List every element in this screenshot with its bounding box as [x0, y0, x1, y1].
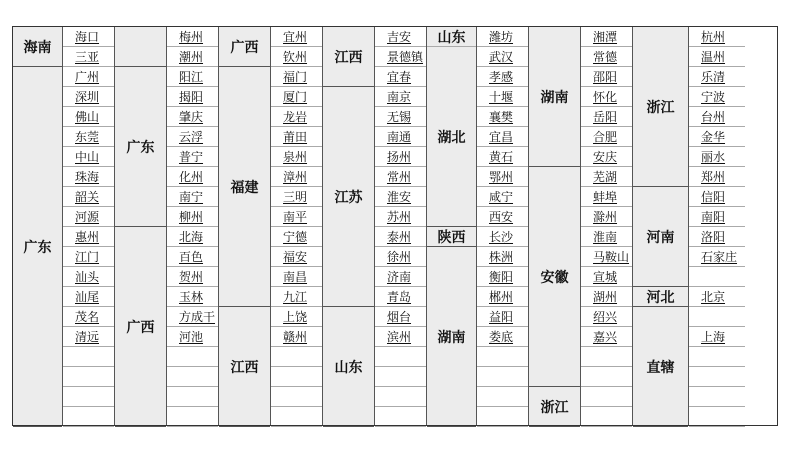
city-name: 长沙 — [489, 230, 514, 244]
city-cell — [375, 347, 426, 367]
city-cell — [581, 227, 632, 247]
city-name: 咸宁 — [489, 190, 514, 204]
city-cell — [477, 147, 528, 167]
city-name: 汕尾 — [75, 290, 100, 304]
city-cell — [167, 107, 218, 127]
city-cell — [581, 327, 632, 347]
city-name: 揭阳 — [179, 90, 204, 104]
city-column — [63, 27, 115, 425]
city-name: 九江 — [283, 290, 308, 304]
city-cell — [271, 307, 322, 327]
province-column — [529, 27, 581, 425]
city-cell — [477, 407, 528, 427]
city-name: 石家庄 — [701, 250, 738, 264]
city-name: 信阳 — [701, 190, 726, 204]
city-name: 莆田 — [283, 130, 308, 144]
city-cell — [477, 187, 528, 207]
city-cell — [689, 347, 745, 367]
city-cell — [581, 27, 632, 47]
city-cell — [271, 67, 322, 87]
city-name: 龙岩 — [283, 110, 308, 124]
city-name: 东莞 — [75, 130, 100, 144]
city-cell — [477, 367, 528, 387]
city-name: 岳阳 — [593, 110, 618, 124]
city-name: 合肥 — [593, 130, 618, 144]
city-cell — [689, 67, 745, 87]
city-cell — [689, 147, 745, 167]
city-cell — [167, 367, 218, 387]
city-cell — [581, 307, 632, 327]
city-cell — [271, 367, 322, 387]
city-name: 海口 — [75, 30, 100, 44]
city-name: 徐州 — [387, 250, 412, 264]
city-name: 宜春 — [387, 70, 412, 84]
city-cell — [271, 287, 322, 307]
city-cell — [63, 407, 114, 427]
city-cell — [63, 307, 114, 327]
city-cell — [477, 387, 528, 407]
city-name: 潍坊 — [489, 30, 514, 44]
province-cell: 山东 — [323, 307, 374, 427]
city-cell — [581, 107, 632, 127]
city-name: 绍兴 — [593, 310, 618, 324]
province-column — [219, 27, 271, 425]
city-name: 韶关 — [75, 190, 100, 204]
city-name: 嘉兴 — [593, 330, 618, 344]
city-cell — [581, 267, 632, 287]
city-name: 宁德 — [283, 230, 308, 244]
city-cell — [375, 407, 426, 427]
city-cell — [689, 327, 745, 347]
province-cell: 江西 — [219, 307, 270, 427]
city-name: 郴州 — [489, 290, 514, 304]
city-name: 黄石 — [489, 150, 514, 164]
city-cell — [63, 47, 114, 67]
city-name: 南宁 — [179, 190, 204, 204]
city-cell — [689, 227, 745, 247]
city-cell — [63, 207, 114, 227]
city-cell — [477, 267, 528, 287]
province-cell: 江西 — [323, 27, 374, 87]
city-cell — [689, 387, 745, 407]
city-name: 金华 — [701, 130, 726, 144]
city-cell — [271, 147, 322, 167]
city-cell — [63, 67, 114, 87]
city-cell — [581, 407, 632, 427]
city-name: 南通 — [387, 130, 412, 144]
city-cell — [63, 327, 114, 347]
city-name: 普宁 — [179, 150, 204, 164]
city-name: 南京 — [387, 90, 412, 104]
city-cell — [167, 47, 218, 67]
city-cell — [477, 227, 528, 247]
city-cell — [167, 87, 218, 107]
city-name: 上饶 — [283, 310, 308, 324]
city-cell — [375, 307, 426, 327]
city-cell — [63, 87, 114, 107]
city-name: 泉州 — [283, 150, 308, 164]
city-name: 北京 — [701, 290, 726, 304]
city-name: 株洲 — [489, 250, 514, 264]
city-cell — [167, 187, 218, 207]
city-cell — [477, 47, 528, 67]
city-cell — [167, 27, 218, 47]
province-cell: 广东 — [115, 67, 166, 227]
city-name: 清远 — [75, 330, 100, 344]
city-cell — [581, 187, 632, 207]
city-cell — [167, 247, 218, 267]
city-column — [271, 27, 323, 425]
province-cell: 浙江 — [529, 387, 580, 427]
city-cell — [477, 347, 528, 367]
city-cell — [581, 147, 632, 167]
city-cell — [375, 107, 426, 127]
city-name: 吉安 — [387, 30, 412, 44]
city-name: 滨州 — [387, 330, 412, 344]
province-cell: 河南 — [633, 187, 688, 287]
city-cell — [271, 187, 322, 207]
city-name: 惠州 — [75, 230, 100, 244]
city-name: 扬州 — [387, 150, 412, 164]
city-cell — [63, 267, 114, 287]
city-name: 柳州 — [179, 210, 204, 224]
city-name: 淮南 — [593, 230, 618, 244]
city-cell — [63, 387, 114, 407]
city-cell — [477, 247, 528, 267]
city-name: 乐清 — [701, 70, 726, 84]
city-name: 宣城 — [593, 270, 618, 284]
city-name: 三明 — [283, 190, 308, 204]
province-cell: 陕西 — [427, 227, 476, 247]
city-cell — [167, 147, 218, 167]
city-name: 中山 — [75, 150, 100, 164]
city-name: 湘潭 — [593, 30, 618, 44]
city-cell — [689, 367, 745, 387]
city-cell — [375, 187, 426, 207]
city-name: 钦州 — [283, 50, 308, 64]
city-name: 芜湖 — [593, 170, 618, 184]
city-cell — [375, 387, 426, 407]
city-cell — [375, 47, 426, 67]
city-cell — [63, 167, 114, 187]
city-name: 宜州 — [283, 30, 308, 44]
province-cell: 安徽 — [529, 167, 580, 387]
city-cell — [581, 67, 632, 87]
city-name: 化州 — [179, 170, 204, 184]
city-cell — [63, 247, 114, 267]
province-cell: 广西 — [115, 227, 166, 427]
city-name: 南阳 — [701, 210, 726, 224]
city-cell — [167, 287, 218, 307]
province-column — [13, 27, 63, 425]
city-cell — [167, 387, 218, 407]
city-cell — [477, 327, 528, 347]
city-name: 南昌 — [283, 270, 308, 284]
city-name: 河池 — [179, 330, 204, 344]
city-cell — [581, 167, 632, 187]
province-cell: 海南 — [13, 27, 62, 67]
city-name: 北海 — [179, 230, 204, 244]
city-name: 衡阳 — [489, 270, 514, 284]
city-name: 马鞍山 — [593, 250, 630, 264]
province-cell — [115, 27, 166, 67]
city-cell — [271, 207, 322, 227]
city-cell — [271, 347, 322, 367]
city-cell — [375, 67, 426, 87]
city-cell — [271, 247, 322, 267]
city-name: 蚌埠 — [593, 190, 618, 204]
city-name: 温州 — [701, 50, 726, 64]
city-name: 十堰 — [489, 90, 514, 104]
city-cell — [63, 227, 114, 247]
city-name: 鄂州 — [489, 170, 514, 184]
city-cell — [689, 167, 745, 187]
city-name: 洛阳 — [701, 230, 726, 244]
city-name: 阳江 — [179, 70, 204, 84]
city-cell — [271, 47, 322, 67]
city-column — [689, 27, 745, 425]
city-name: 深圳 — [75, 90, 100, 104]
city-cell — [271, 327, 322, 347]
city-cell — [167, 67, 218, 87]
city-cell — [375, 147, 426, 167]
city-cell — [271, 107, 322, 127]
city-cell — [375, 247, 426, 267]
city-cell — [271, 227, 322, 247]
city-name: 丽水 — [701, 150, 726, 164]
city-cell — [375, 87, 426, 107]
city-name: 湖州 — [593, 290, 618, 304]
city-name: 南平 — [283, 210, 308, 224]
city-name: 梅州 — [179, 30, 204, 44]
city-cell — [375, 207, 426, 227]
city-cell — [477, 167, 528, 187]
city-cell — [167, 327, 218, 347]
city-name: 玉林 — [179, 290, 204, 304]
city-name: 景德镇 — [387, 50, 424, 64]
city-cell — [689, 407, 745, 427]
city-name: 珠海 — [75, 170, 100, 184]
city-name: 茂名 — [75, 310, 100, 324]
city-column — [581, 27, 633, 425]
city-cell — [271, 27, 322, 47]
city-cell — [581, 127, 632, 147]
city-name: 赣州 — [283, 330, 308, 344]
city-cell — [689, 127, 745, 147]
city-cell — [581, 247, 632, 267]
city-cell — [689, 287, 745, 307]
city-cell — [63, 287, 114, 307]
city-name: 福安 — [283, 250, 308, 264]
city-name: 孝感 — [489, 70, 514, 84]
city-name: 上海 — [701, 330, 726, 344]
city-name: 漳州 — [283, 170, 308, 184]
city-cell — [477, 107, 528, 127]
city-cell — [271, 407, 322, 427]
city-cell — [167, 267, 218, 287]
city-cell — [167, 347, 218, 367]
province-cell: 山东 — [427, 27, 476, 47]
city-name: 襄樊 — [489, 110, 514, 124]
city-cell — [271, 387, 322, 407]
city-name: 青岛 — [387, 290, 412, 304]
city-cell — [689, 107, 745, 127]
city-cell — [689, 267, 745, 287]
city-name: 安庆 — [593, 150, 618, 164]
city-name: 滁州 — [593, 210, 618, 224]
city-cell — [375, 267, 426, 287]
city-cell — [581, 87, 632, 107]
city-cell — [167, 127, 218, 147]
city-cell — [581, 47, 632, 67]
city-cell — [689, 207, 745, 227]
city-name: 宜昌 — [489, 130, 514, 144]
city-cell — [477, 307, 528, 327]
province-cell: 直辖 — [633, 307, 688, 427]
city-cell — [63, 367, 114, 387]
city-cell — [271, 127, 322, 147]
city-name: 厦门 — [283, 90, 308, 104]
city-name: 武汉 — [489, 50, 514, 64]
city-name: 汕头 — [75, 270, 100, 284]
city-name: 苏州 — [387, 210, 412, 224]
city-cell — [689, 307, 745, 327]
city-cell — [167, 307, 218, 327]
city-name: 烟台 — [387, 310, 412, 324]
city-cell — [63, 107, 114, 127]
city-name: 云浮 — [179, 130, 204, 144]
city-column — [477, 27, 529, 425]
province-cell: 广西 — [219, 27, 270, 67]
city-cell — [375, 287, 426, 307]
province-column — [427, 27, 477, 425]
city-name: 怀化 — [593, 90, 618, 104]
city-name: 福门 — [283, 70, 308, 84]
city-name: 佛山 — [75, 110, 100, 124]
city-cell — [477, 207, 528, 227]
city-cell — [375, 127, 426, 147]
city-column — [167, 27, 219, 425]
city-cell — [375, 227, 426, 247]
city-name: 潮州 — [179, 50, 204, 64]
city-name: 肇庆 — [179, 110, 204, 124]
province-cell: 湖南 — [529, 27, 580, 167]
city-name: 台州 — [701, 110, 726, 124]
city-cell — [167, 227, 218, 247]
city-cell — [477, 67, 528, 87]
city-name: 三亚 — [75, 50, 100, 64]
city-name: 娄底 — [489, 330, 514, 344]
city-cell — [581, 207, 632, 227]
city-column — [375, 27, 427, 425]
province-cell: 福建 — [219, 67, 270, 307]
city-cell — [271, 267, 322, 287]
city-name: 益阳 — [489, 310, 514, 324]
city-cell — [375, 27, 426, 47]
city-name: 常州 — [387, 170, 412, 184]
city-name: 江门 — [75, 250, 100, 264]
city-cell — [477, 287, 528, 307]
city-cell — [375, 167, 426, 187]
province-cell: 江苏 — [323, 87, 374, 307]
province-column — [115, 27, 167, 425]
city-cell — [689, 27, 745, 47]
city-name: 西安 — [489, 210, 514, 224]
province-cell: 湖南 — [427, 247, 476, 427]
city-cell — [477, 127, 528, 147]
province-cell: 河北 — [633, 287, 688, 307]
city-cell — [689, 187, 745, 207]
city-cell — [63, 187, 114, 207]
city-cell — [689, 47, 745, 67]
city-cell — [167, 167, 218, 187]
city-name: 贺州 — [179, 270, 204, 284]
province-cell: 湖北 — [427, 47, 476, 227]
city-name: 邵阳 — [593, 70, 618, 84]
city-cell — [689, 247, 745, 267]
province-cell: 浙江 — [633, 27, 688, 187]
city-cell — [271, 87, 322, 107]
city-cell — [581, 387, 632, 407]
city-name: 泰州 — [387, 230, 412, 244]
city-name: 百色 — [179, 250, 204, 264]
city-cell — [581, 347, 632, 367]
city-name: 宁波 — [701, 90, 726, 104]
city-cell — [375, 327, 426, 347]
city-name: 常德 — [593, 50, 618, 64]
city-name: 济南 — [387, 270, 412, 284]
city-cell — [689, 87, 745, 107]
city-cell — [63, 127, 114, 147]
city-name: 淮安 — [387, 190, 412, 204]
city-cell — [63, 347, 114, 367]
city-cell — [581, 367, 632, 387]
city-cell — [477, 27, 528, 47]
city-cell — [477, 87, 528, 107]
city-cell — [581, 287, 632, 307]
city-name: 方成干 — [179, 310, 216, 324]
city-province-table — [12, 26, 778, 426]
province-column — [633, 27, 689, 425]
city-name: 广州 — [75, 70, 100, 84]
city-cell — [167, 407, 218, 427]
city-name: 杭州 — [701, 30, 726, 44]
province-column — [323, 27, 375, 425]
city-cell — [167, 207, 218, 227]
city-name: 无锡 — [387, 110, 412, 124]
city-cell — [271, 167, 322, 187]
city-name: 郑州 — [701, 170, 726, 184]
city-name: 河源 — [75, 210, 100, 224]
city-cell — [63, 27, 114, 47]
city-cell — [375, 367, 426, 387]
city-cell — [63, 147, 114, 167]
province-cell: 广东 — [13, 67, 62, 427]
